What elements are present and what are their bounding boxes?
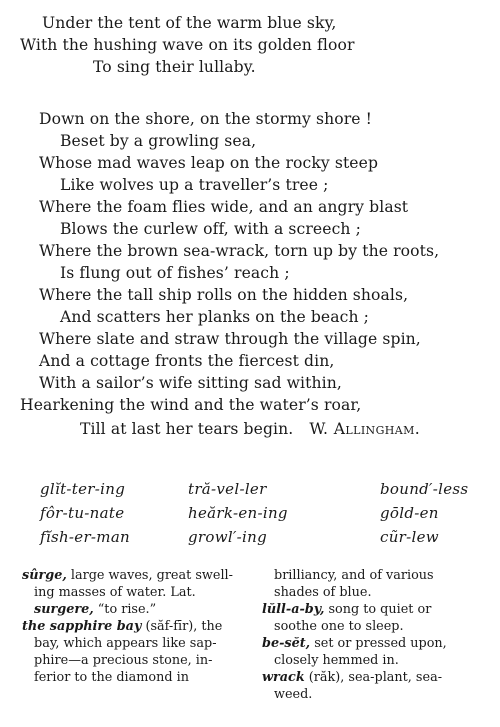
poem-line: Beset by a growling sea, — [60, 132, 257, 150]
poem-line: Where the foam flies wide, and an angry blast — [39, 198, 409, 216]
glossary-entry — [262, 635, 490, 652]
glossary-definition: (săf-fīr), the — [141, 619, 223, 634]
glossary-definition: (răk), sea-plant, sea- — [304, 670, 443, 685]
glossary-continuation: weed. — [274, 687, 313, 702]
glossary-entry — [22, 601, 246, 618]
glossary-continuation: ing masses of water. Lat. — [34, 585, 196, 600]
vocabulary-word: fôr-tu-nate — [40, 504, 125, 522]
poem-line: Under the tent of the warm blue sky, — [42, 14, 337, 32]
vocabulary-word: growl′-ing — [188, 528, 267, 546]
poem-line: With the hushing wave on its golden floor — [20, 36, 355, 54]
glossary-continuation: bay, which appears like sap- — [34, 636, 217, 651]
vocabulary-word: tră-vel-ler — [188, 480, 267, 498]
vocabulary-word: fĭsh-er-man — [40, 528, 131, 546]
poem-author: W. Allingham. — [309, 420, 421, 438]
poem-line: Whose mad waves leap on the rocky steep — [39, 154, 379, 172]
vocabulary-word: gōld-en — [380, 504, 439, 522]
glossary-continuation: soothe one to sleep. — [274, 619, 404, 634]
vocabulary-word: bound′-less — [380, 480, 469, 498]
glossary-entry — [22, 618, 246, 635]
poem-line: Hearkening the wind and the water’s roar, — [20, 396, 362, 414]
glossary-entry — [22, 567, 246, 584]
glossary-term: lŭll-a-by, — [262, 602, 325, 617]
glossary-term: wrack — [262, 670, 305, 685]
glossary-term: the sapphire bay — [22, 619, 142, 634]
poem-line: Where the tall ship rolls on the hidden shoals, — [39, 286, 409, 304]
poem-line: To sing their lullaby. — [93, 58, 256, 76]
glossary-definition: “to rise.” — [93, 602, 157, 617]
glossary-entry — [262, 669, 490, 686]
poem-line: Blows the curlew off, with a screech ; — [60, 220, 361, 238]
poem-last-line — [80, 418, 420, 440]
glossary-continuation: phire—a precious stone, in- — [34, 653, 213, 668]
glossary-continuation: brilliancy, and of various — [274, 568, 434, 583]
glossary-term: be-sĕt, — [262, 636, 311, 651]
glossary-definition: large waves, great swell- — [66, 568, 233, 583]
glossary-left-column — [22, 567, 246, 686]
vocabulary-word: cũr-lew — [380, 528, 439, 546]
glossary-entry — [262, 601, 490, 618]
poem-line: Where slate and straw through the village spin, — [39, 330, 421, 348]
poem-line: With a sailor’s wife sitting sad within, — [39, 374, 342, 392]
glossary-definition: song to quiet or — [324, 602, 432, 617]
glossary-continuation: ferior to the diamond in — [34, 670, 189, 685]
poem-line: Is flung out of fishes’ reach ; — [60, 264, 290, 282]
glossary-definition: set or pressed upon, — [310, 636, 447, 651]
poem-line: Where the brown sea-wrack, torn up by the roots, — [39, 242, 440, 260]
poem-line: And a cottage fronts the fiercest din, — [39, 352, 335, 370]
glossary-term: sûrge, — [22, 568, 67, 583]
poem-line: Till at last her tears begin. — [80, 420, 294, 438]
vocabulary-word: heărk-en-ing — [188, 504, 288, 522]
poem-line: Like wolves up a traveller’s tree ; — [60, 176, 329, 194]
glossary-continuation: closely hemmed in. — [274, 653, 399, 668]
poem-line: And scatters her planks on the beach ; — [60, 308, 370, 326]
glossary-term: surgere, — [34, 602, 94, 617]
vocabulary-word: glĭt-ter-ing — [40, 480, 126, 498]
glossary-right-column — [262, 567, 490, 703]
glossary-continuation: shades of blue. — [274, 585, 372, 600]
poem-line: Down on the shore, on the stormy shore ! — [39, 110, 373, 128]
